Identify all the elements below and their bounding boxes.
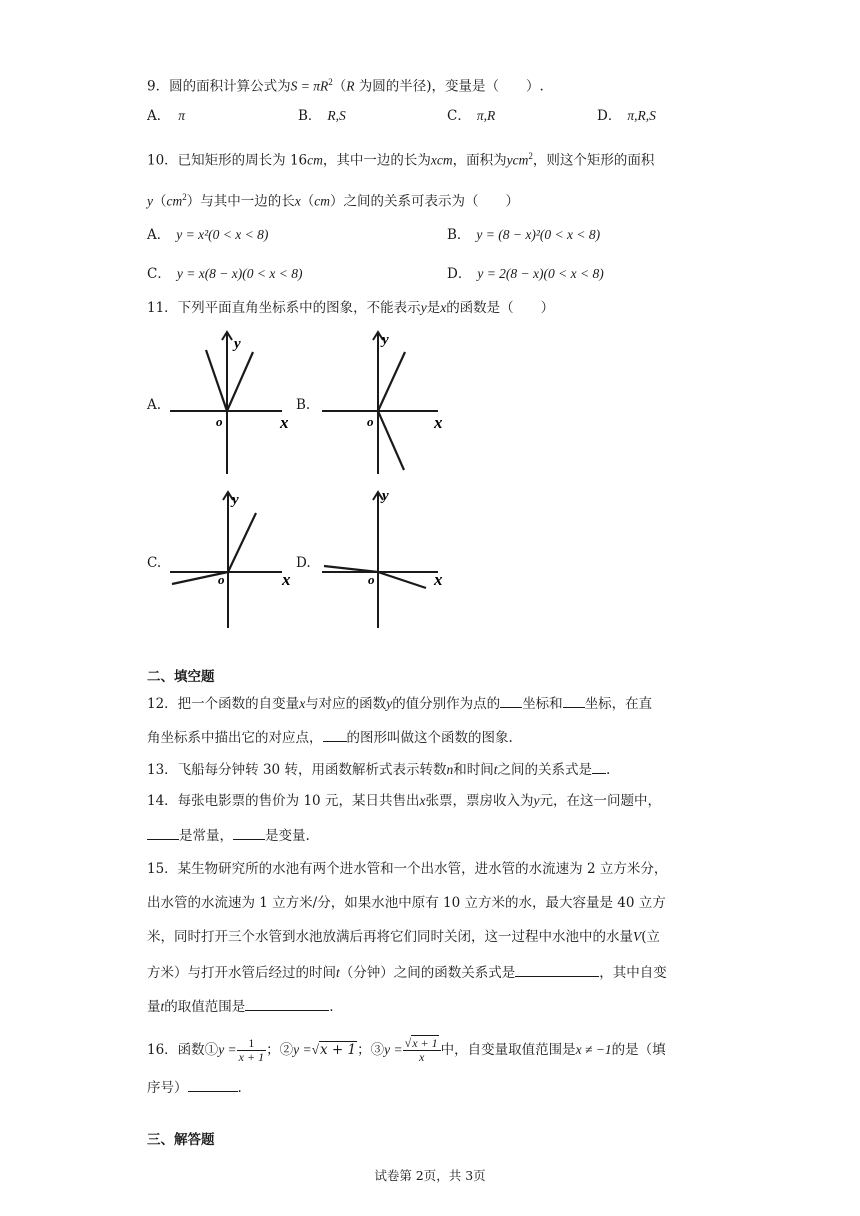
section-heading-solve: 三、解答题 [147, 1132, 215, 1148]
q11-graph-c-label[interactable]: C. [147, 555, 162, 571]
q11-graph-b[interactable] [320, 326, 450, 480]
q11-graph-c[interactable] [170, 486, 300, 635]
q15-stem-line3: 米，同时打开三个水管到水池放满后再将它们同时关闭，这一过程中水池中的水量V(立 [147, 929, 661, 945]
q13-stem: 13．飞船每分钟转 30 转，用函数解析式表示转数n和时间t之间的关系式是 . [147, 759, 610, 780]
q11-graph-b-label[interactable]: B. [296, 397, 311, 413]
origin-label: o [216, 414, 223, 429]
q10-stem-line1: 10．已知矩形的周长为 16cm，其中一边的长为xcm，面积为ycm$^2$，则这个矩形的面积 [147, 151, 655, 169]
q12-blank-1[interactable] [500, 693, 522, 708]
q13-blank[interactable] [592, 759, 606, 774]
q9-option-a[interactable]: A． π [147, 108, 186, 124]
q9-option-b[interactable]: B． R,S [298, 108, 346, 124]
q15-stem-line1: 15．某生物研究所的水池有两个进水管和一个出水管，进水管的水流速为 2 立方米分， [147, 861, 668, 877]
graph-line-right [378, 572, 426, 588]
y-label: y [232, 492, 239, 508]
q15-blank-1[interactable] [515, 962, 599, 977]
q15-stem-line5: 量t的取值范围是 . [147, 996, 334, 1017]
page-footer: 试卷第 2页，共 3页 [374, 1168, 486, 1183]
q12-blank-2[interactable] [563, 693, 585, 708]
graph-line-up [378, 352, 405, 411]
q12-stem-line2: 角坐标系中描出它的对应点， 的图形叫做这个函数的图象. [147, 727, 513, 748]
q16-fraction-3: $\frac{√x + 1}{x}$ [403, 1037, 441, 1064]
q15-stem-line4: 方米）与打开水管后经过的时间t（分钟）之间的函数关系式是 ，其中自变 [147, 962, 667, 983]
q16-blank[interactable] [188, 1077, 238, 1092]
q11-graph-a[interactable] [170, 326, 300, 480]
q10-option-a[interactable]: A． y = x²(0 < x < 8) [147, 227, 269, 243]
q10-option-d[interactable]: D． y = 2(8 − x)(0 < x < 8) [447, 266, 604, 282]
q10-stem-line2: $y(cm^2)$与其中一边的长x（cm）之间的关系可表示为（ ） [147, 192, 519, 210]
graph-line-down [378, 411, 404, 470]
q12-blank-3[interactable] [323, 727, 347, 742]
q15-blank-2[interactable] [245, 996, 329, 1011]
q14-blank-2[interactable] [233, 825, 265, 840]
q14-stem-line2: 是常量， 是变量. [147, 825, 310, 846]
q11-graph-a-label[interactable]: A. [147, 397, 162, 413]
x-label: x [280, 413, 289, 432]
q9-stem: 9．圆的面积计算公式为$S = \pi R^2(R$ 为圆的半径)，变量是（ ）. [147, 77, 544, 95]
x-label: x [434, 413, 443, 432]
q14-stem-line1: 14．每张电影票的售价为 10 元，某日共售出x张票，票房收入为y元，在这一问题中， [147, 793, 661, 809]
q14-blank-1[interactable] [147, 825, 179, 840]
q11-graph-d[interactable] [320, 486, 450, 635]
q9-option-d[interactable]: D． π,R,S [597, 108, 656, 124]
origin-label: o [218, 572, 225, 587]
q16-stem-line1: 16．函数①y = $\frac{1}{x + 1}$ ；②y =√x + 1；③y = $\frac{√x + 1}{x}$ 中，自变量取值范围是x ≠ −1的是（填 [147, 1036, 666, 1064]
y-label: y [382, 332, 389, 348]
origin-label: o [368, 572, 375, 587]
q12-stem-line1: 12．把一个函数的自变量x与对应的函数y的值分别作为点的 坐标和 坐标，在直 [147, 693, 652, 714]
graph-line-left [206, 350, 227, 411]
q16-stem-line2: 序号） . [147, 1077, 242, 1098]
y-label: y [234, 336, 241, 352]
q15-stem-line2: 出水管的水流速为 1 立方米/分，如果水池中原有 10 立方米的水，最大容量是 40 立方 [147, 895, 666, 911]
q11-graph-d-label[interactable]: D. [296, 555, 311, 571]
origin-label: o [367, 414, 374, 429]
q11-stem: 11．下列平面直角坐标系中的图象，不能表示y是x的函数是（ ） [147, 300, 555, 316]
y-label: y [382, 488, 389, 504]
q10-option-c[interactable]: C． y = x(8 − x)(0 < x < 8) [147, 266, 303, 282]
q16-sqrt: x + 1 [320, 1042, 357, 1058]
q16-fraction-1: $\frac{1}{x + 1}$ [238, 1036, 265, 1064]
section-heading-fill-in: 二、填空题 [147, 669, 215, 685]
x-label: x [434, 570, 443, 589]
q10-option-b[interactable]: B． y = (8 − x)²(0 < x < 8) [447, 227, 601, 243]
x-label: x [282, 570, 291, 589]
graph-line-up [228, 513, 256, 572]
graph-line-right [227, 352, 253, 411]
q9-option-c[interactable]: C． π,R [447, 108, 496, 124]
